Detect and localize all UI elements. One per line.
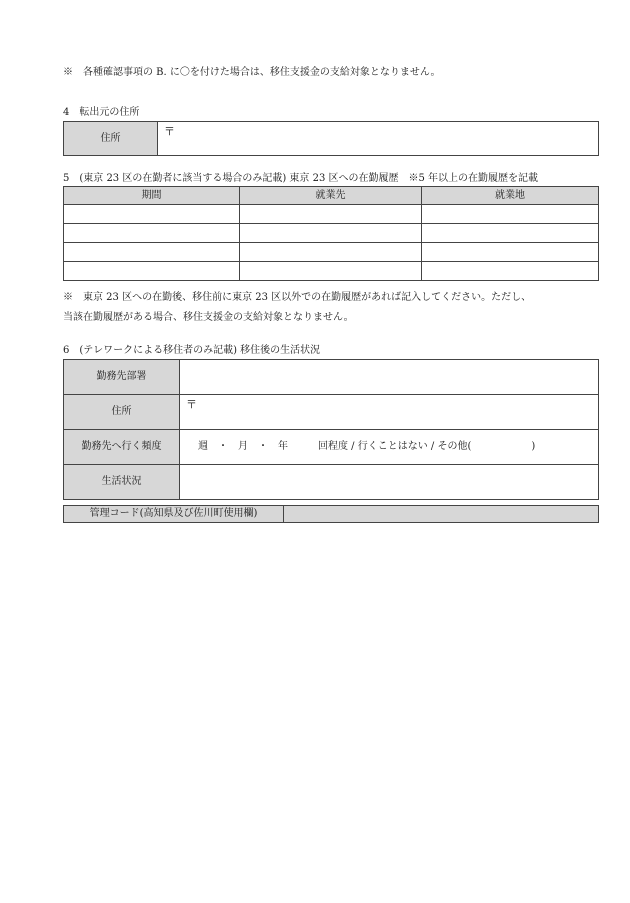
admin-code-label: 管理コード(高知県及び佐川町使用欄)	[64, 506, 284, 523]
department-field[interactable]	[180, 360, 599, 395]
living-status-field[interactable]	[180, 465, 599, 500]
employer-cell[interactable]	[240, 205, 422, 224]
section5-note-line2: 当該在勤履歴がある場合、移住支援金の支給対象となりません。	[63, 312, 354, 323]
header-period: 期間	[64, 187, 240, 205]
table-row	[64, 262, 599, 281]
table-row	[64, 205, 599, 224]
work-history-table	[63, 186, 599, 281]
employer-cell[interactable]	[240, 224, 422, 243]
period-cell[interactable]	[64, 205, 240, 224]
location-cell[interactable]	[422, 243, 599, 262]
commute-frequency-field[interactable]: 週 ・ 月 ・ 年 回程度 / 行くことはない / その他( )	[180, 430, 599, 465]
postal-mark: 〒	[186, 398, 197, 411]
period-cell[interactable]	[64, 262, 240, 281]
location-cell[interactable]	[422, 262, 599, 281]
section6-heading: 6 (テレワークによる移住者のみ記載) 移住後の生活状況	[63, 345, 321, 356]
location-cell[interactable]	[422, 205, 599, 224]
location-cell[interactable]	[422, 224, 599, 243]
admin-code-table	[63, 505, 599, 523]
address-label: 住所	[64, 122, 158, 156]
section5-heading: 5 (東京 23 区の在勤者に該当する場合のみ記載) 東京 23 区への在勤履歴 ※5 年以上の在勤履歴を記載	[63, 173, 539, 184]
employer-cell[interactable]	[240, 262, 422, 281]
living-situation-table	[63, 359, 599, 500]
header-work-location: 就業地	[422, 187, 599, 205]
table-row	[64, 243, 599, 262]
former-address-field[interactable]	[158, 122, 599, 156]
admin-code-field	[284, 506, 599, 523]
new-address-field[interactable]	[180, 395, 599, 430]
department-label: 勤務先部署	[64, 360, 180, 395]
period-cell[interactable]	[64, 224, 240, 243]
commute-frequency-label: 勤務先へ行く頻度	[64, 430, 180, 465]
period-cell[interactable]	[64, 243, 240, 262]
header-employer: 就業先	[240, 187, 422, 205]
table-row	[64, 224, 599, 243]
employer-cell[interactable]	[240, 243, 422, 262]
living-status-label: 生活状況	[64, 465, 180, 500]
top-note: ※ 各種確認事項の B. に〇を付けた場合は、移住支援金の支給対象となりません。	[63, 67, 441, 78]
postal-mark: 〒	[164, 125, 175, 138]
section4-table	[63, 121, 599, 156]
section4-heading: 4 転出元の住所	[63, 107, 140, 118]
section5-note-line1: ※ 東京 23 区への在勤後、移住前に東京 23 区以外での在勤履歴があれば記入してください。ただし、	[63, 292, 532, 303]
address-label: 住所	[64, 395, 180, 430]
